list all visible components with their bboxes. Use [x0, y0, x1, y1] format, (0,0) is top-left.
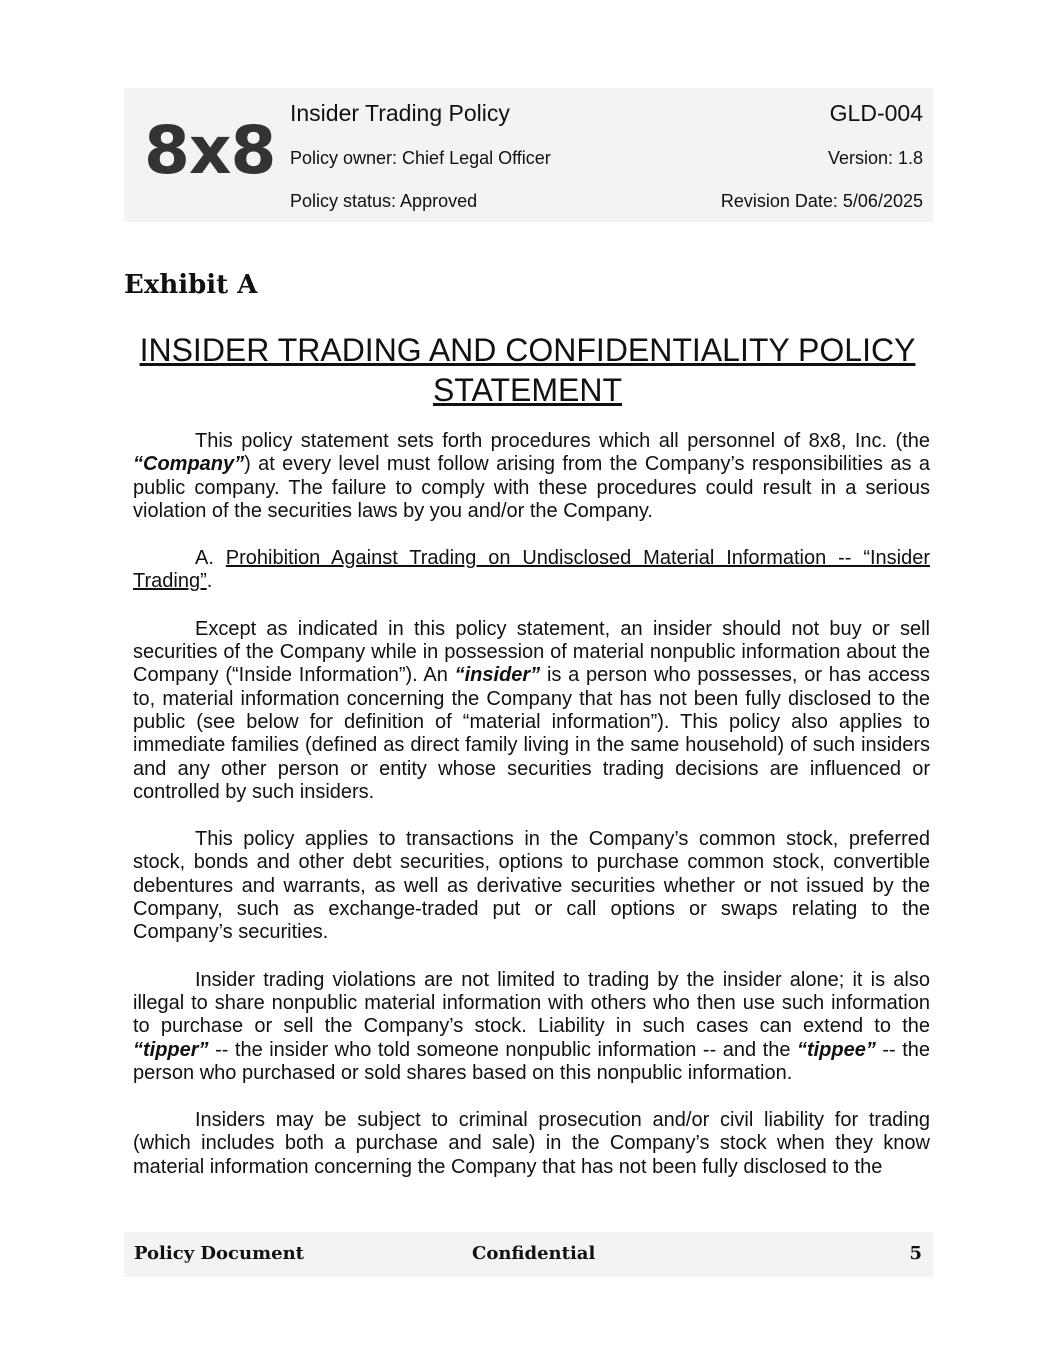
page-number: 5	[909, 1243, 922, 1264]
section-number: A.	[195, 547, 226, 570]
text-run: ) at every level must follow arising from the Company’s responsibilities as a public company. The failure to comply with these procedures could result in a serious violation of the securities laws by you and/or the Company.	[133, 453, 930, 522]
header-row-owner	[290, 148, 923, 169]
document-body	[133, 430, 930, 1179]
policy-owner: Policy owner: Chief Legal Officer	[290, 148, 551, 168]
text-run: Except as indicated in this policy statement, an insider should not buy or sell securities of the Company while in possession of material nonpublic information about the Company (“Inside Information”). An	[133, 617, 930, 687]
doc-title: Insider Trading Policy	[290, 100, 510, 126]
text-run: Insider trading violations are not limited to trading by the insider alone; it is also illegal to share nonpublic material information with others who then use such information to purchase or sell the Company’s stock. Liability in such cases can extend to the	[133, 968, 930, 1038]
defined-term-tippee: “tippee”	[796, 1038, 876, 1061]
paragraph-insider	[133, 618, 930, 804]
policy-version: Version: 1.8	[827, 148, 923, 168]
defined-term-tipper: “tipper”	[133, 1038, 209, 1061]
page-title: INSIDER TRADING AND CONFIDENTIALITY POLICY STATEMENT	[139, 332, 916, 408]
defined-term-company: “Company”	[133, 453, 245, 476]
text-run: .	[206, 570, 213, 593]
document-footer	[124, 1232, 933, 1277]
policy-status: Policy status: Approved	[290, 191, 478, 211]
revision-date: Revision Date: 5/06/2025	[720, 191, 923, 211]
paragraph-securities: This policy applies to transactions in the Company’s common stock, preferred stock, bonds and other debt securities, options to purchase common stock, convertible debentures and warrants, as well as derivative securities whether or not issued by the Company, such as exchange-traded put or call options or swaps relating to the Company’s securities.	[133, 828, 930, 944]
paragraph-liability: Insiders may be subject to criminal prosecution and/or civil liability for trading (which includes both a purchase and sale) in the Company’s stock when they know material information concerning the Company that has not been fully disclosed to the	[133, 1109, 930, 1178]
text-run: -- the person who purchased or sold shares based on this nonpublic information.	[133, 1038, 930, 1084]
document-header	[124, 88, 933, 222]
header-row-title	[290, 100, 923, 127]
footer-classification: Confidential	[472, 1243, 596, 1264]
text-run: is a person who possesses, or has access to, material information concerning the Company that has not been fully disclosed to the public (see below for definition of “material information”). This policy also applies to immediate families (defined as direct family living in the same household) of such insiders and any other person or entity whose securities trading decisions are influenced or controlled by such insiders.	[133, 664, 930, 803]
footer-doc-type: Policy Document	[134, 1243, 304, 1264]
exhibit-label: Exhibit A	[124, 270, 258, 300]
header-row-status	[290, 191, 923, 212]
paragraph-intro	[133, 430, 930, 523]
company-logo: 8x8	[144, 112, 276, 189]
text-run: This policy statement sets forth procedures which all personnel of 8x8, Inc. (the	[195, 430, 930, 452]
defined-term-insider: “insider”	[454, 664, 541, 687]
section-title: Prohibition Against Trading on Undisclosed Material Information -- “Insider Trading”	[133, 547, 931, 593]
text-run: -- the insider who told someone nonpublic information -- and the	[208, 1038, 797, 1061]
paragraph-tipping	[133, 969, 930, 1085]
section-a-heading	[133, 547, 930, 594]
doc-code: GLD-004	[829, 100, 923, 126]
